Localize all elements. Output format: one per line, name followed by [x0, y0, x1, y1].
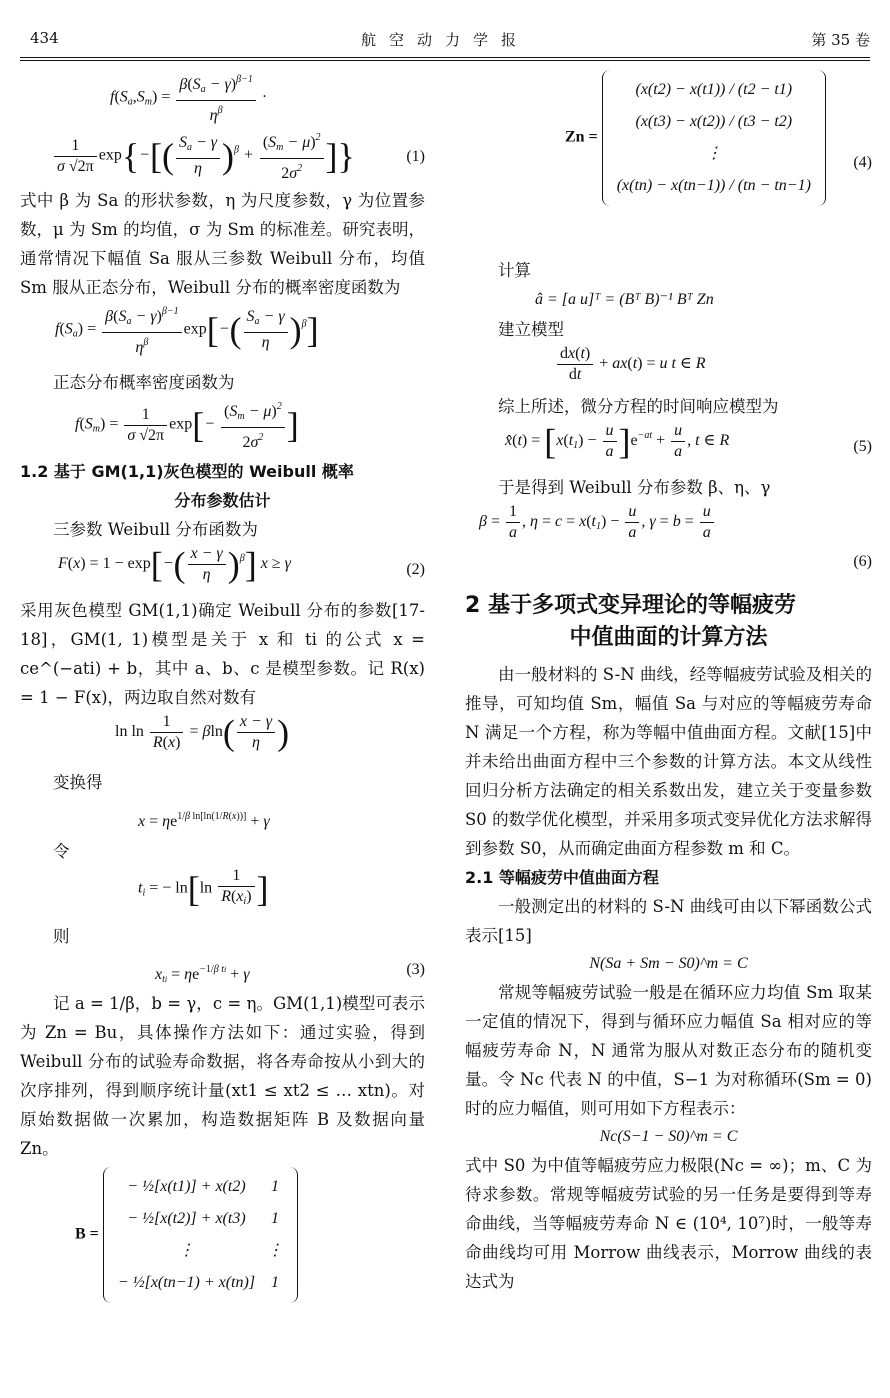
paragraph-then: 则 — [53, 927, 70, 946]
equation-sn: N(Sa + Sm − S0)^m = C — [589, 955, 748, 972]
equation-number-4: (4) — [853, 154, 872, 171]
paragraph-calc: 计算 — [498, 261, 531, 280]
matrix-cell: 1 — [271, 1274, 280, 1291]
paragraph-normal-pdf-intro: 正态分布概率密度函数为 — [53, 373, 235, 392]
matrix-cell: ⋮ — [178, 1242, 195, 1259]
equation-number-5: (5) — [853, 438, 872, 455]
matrix-row — [611, 106, 817, 138]
matrix-cell: − ½[x(t2)] + x(t3) — [127, 1210, 246, 1227]
matrix-cell: − ½[x(t1)] + x(t2) — [127, 1178, 246, 1195]
equation-x-transform: $x = \eta e^{1/\beta ln[ln(1/R(x))]} + \gamma$ — [138, 811, 270, 830]
paragraph-sn-curve: 一般测定出的材料的 S-N 曲线可由以下幂函数公式表示[15] — [465, 897, 872, 945]
section-heading-2-line2: 中值曲面的计算方法 — [569, 625, 768, 650]
matrix-row — [611, 138, 817, 170]
paragraph-summary: 综上所述，微分方程的时间响应模型为 — [498, 397, 779, 416]
journal-title: 航空动力学报 — [360, 31, 529, 49]
paragraph-gm11-procedure: 记 a = 1/β，b = γ，c = η。GM(1,1)模型可表示为 Zn = Bu，具体操作方法如下：通过实验，得到 Weibull 分布的试验寿命数据，将各寿命按从小到大的次序排列，得到顺序统计量(xt1 ≤ xt2 ≤ … xtn)。对原始数据做一次累加，构造数据矩阵 B 及数据向量 Zn。 — [20, 994, 425, 1158]
section-heading-1-2-line2: 分布参数估计 — [174, 491, 271, 510]
equation-3: $x_{ti} = \eta e^{-1/\beta ti} + \gamma$ (3) — [20, 951, 425, 989]
matrix-cell: (x(t2) − x(t1)) / (t2 − t1) — [635, 81, 793, 98]
paragraph-params: 于是得到 Weibull 分布参数 β、η、γ — [498, 478, 771, 497]
matrix-row — [611, 170, 817, 202]
equation-6: β = $\frac{1}{a}$ , $\eta = c = x(t_1)$ − $\frac{u}{a}$ , γ = b = $\frac{u}{a}$ — [465, 502, 872, 550]
paragraph-gm11-model: 采用灰色模型 GM(1,1)确定 Weibull 分布的参数[17-18]，GM(1, 1)模型是关于 x 和 ti 的公式 x = ce^(−ati) + b，其中 a、b、c 是模型参数。记 R(x) = 1 − F(x)，两边取自然对数有 — [20, 601, 425, 707]
matrix-Z-label: Zn = — [565, 128, 598, 146]
paragraph-morrow: 式中 S0 为中值等幅疲劳应力极限(Nc = ∞)；m、C 为待求参数。常规等幅疲劳试验的另一任务是要得到等寿命曲线，当等幅疲劳寿命 N ∈ (10⁴, 10⁷)时，一般等寿命曲线均可用 Morrow 曲线表示，Morrow 曲线的表达式为 — [465, 1156, 872, 1291]
matrix-cell: ⋮ — [267, 1242, 284, 1259]
section-heading-2-line1: 2 基于多项式变异理论的等幅疲劳 — [465, 593, 796, 618]
matrix-Z-equation — [465, 70, 872, 256]
matrix-Z — [602, 70, 826, 206]
equation-ti: $t_i$ = − ln[ln $\frac{1}{R(x_i)}$ ] — [138, 867, 269, 909]
paragraph-weibull-cdf-intro: 三参数 Weibull 分布函数为 — [53, 520, 258, 539]
equation-5: x̂(t) = [$x(t_1)$ − $\frac{u}{a}$ ]$e^{-at}$ + $\frac{u}{a}$ , t ∈ R (5) — [505, 421, 872, 462]
equation-nc: Nc(S−1 − S0)^m = C — [599, 1128, 738, 1145]
equation-number-6: (6) — [853, 553, 872, 570]
matrix-cell: (x(t3) − x(t2)) / (t3 − t2) — [635, 113, 793, 130]
matrix-cell: ⋮ — [705, 145, 722, 162]
matrix-B-label: B = — [75, 1225, 99, 1243]
matrix-row — [112, 1235, 289, 1267]
equation-2: F(x) = 1 − exp[−( $\frac{x - \gamma}{\eta}$ )$^\beta$] x ≥ γ (2) — [58, 544, 425, 585]
paragraph-let: 令 — [53, 842, 70, 861]
running-header — [20, 29, 870, 53]
equation-weibull-pdf: $f(S_a)$ = $\frac{\beta(S_a - \gamma)^{\beta-1}}{\eta^\beta}$ exp[−( $\frac{S_a - \gamma}{\eta}$ )$^\beta$] — [20, 302, 425, 368]
equation-6-number-row — [465, 550, 872, 576]
left-column — [20, 70, 425, 1357]
section-heading-2-1: 2.1 等幅疲劳中值曲面方程 — [465, 868, 659, 887]
right-column — [465, 70, 872, 1296]
equation-number-3: (3) — [406, 961, 425, 978]
equation-joint-pdf-line1: $f(S_a,S_m)$ = $\frac{\beta(S_a - \gamma)^{\beta-1}}{\eta^\beta}$ · — [20, 70, 425, 128]
paragraph-parameters: 式中 β 为 Sa 的形状参数，η 为尺度参数，γ 为位置参数，μ 为 Sm 的均值，σ 为 Sm 的标准差。研究表明，通常情况下幅值 Sa 服从三参数 Weibull 分布，均值 Sm 服从正态分布，Weibull 分布的概率密度函数为 — [20, 191, 425, 297]
section-heading-1-2-line1: 1.2 基于 GM(1,1)灰色模型的 Weibull 概率 — [20, 462, 354, 481]
equation-number-2: (2) — [406, 561, 425, 578]
matrix-row — [112, 1171, 289, 1203]
paragraph-transform: 变换得 — [53, 773, 103, 792]
matrix-row — [611, 74, 817, 106]
header-rule-top — [20, 57, 870, 58]
matrix-cell: (x(tn) − x(tn−1)) / (tn − tn−1) — [616, 177, 811, 194]
equation-normal-pdf: $f(S_m)$ = $\frac{1}{\sigma √2\pi}$ exp[− $\frac{(S_m - \mu)^2}{2\sigma^2}$ ] — [20, 397, 425, 457]
matrix-cell: 1 — [271, 1178, 280, 1195]
matrix-B-equation — [20, 1167, 425, 1357]
equation-joint-pdf-line2: $\frac{1}{\sigma √2\pi}$ exp{−[( $\frac{S_a - \gamma}{\eta}$ )$^\beta$ + $\frac{(S_m - \mu)^2}{2\sigma^2}$ ]} (1) — [20, 128, 425, 186]
paragraph-model: 建立模型 — [498, 320, 564, 339]
paragraph-fatigue-test: 常规等幅疲劳试验一般是在循环应力均值 Sm 取某一定值的情况下，得到与循环应力幅值 Sa 相对应的等幅疲劳寿命 N，N 通常为服从对数正态分布的随机变量。令 Nc 代表 N 的中值，S−1 为对称循环(Sm = 0)时的应力幅值，则可用如下方程表示： — [465, 983, 872, 1118]
matrix-row — [112, 1203, 289, 1235]
equation-lnln: ln ln $\frac{1}{R(x)}$ = βln( $\frac{x - \gamma}{\eta}$ ) — [115, 712, 290, 753]
header-rule-bottom — [20, 60, 870, 61]
matrix-row — [112, 1267, 289, 1299]
matrix-B — [103, 1167, 298, 1303]
paragraph-section2-intro: 由一般材料的 S-N 曲线，经等幅疲劳试验及相关的推导，可知均值 Sm，幅值 Sa 与对应的等幅疲劳寿命 N 满足一个方程，称为等幅中值曲面方程。文献[15]中并未给出曲面方程中三个参数的计算方法。本文从线性回归分析方法确定的相关系数出发，建立关于变量参数 S0 的数学优化模型，并采用多项式变异优化方法求解得到参数 S0，从而确定曲面方程参数 m 和 C。 — [465, 665, 872, 858]
equation-number-1: (1) — [406, 148, 425, 165]
equation-ode: $\frac{dx(t)}{dt}$ + ax(t) = u t ∈ R — [465, 344, 872, 392]
matrix-cell: − ½[x(tn−1) + x(tn)] — [117, 1274, 256, 1291]
equation-ahat: â = [a u]ᵀ = (Bᵀ B)⁻¹ Bᵀ Zn — [535, 291, 714, 308]
volume-label: 第 35 卷 — [811, 31, 870, 49]
page-number: 434 — [30, 29, 59, 47]
matrix-cell: 1 — [271, 1210, 280, 1227]
